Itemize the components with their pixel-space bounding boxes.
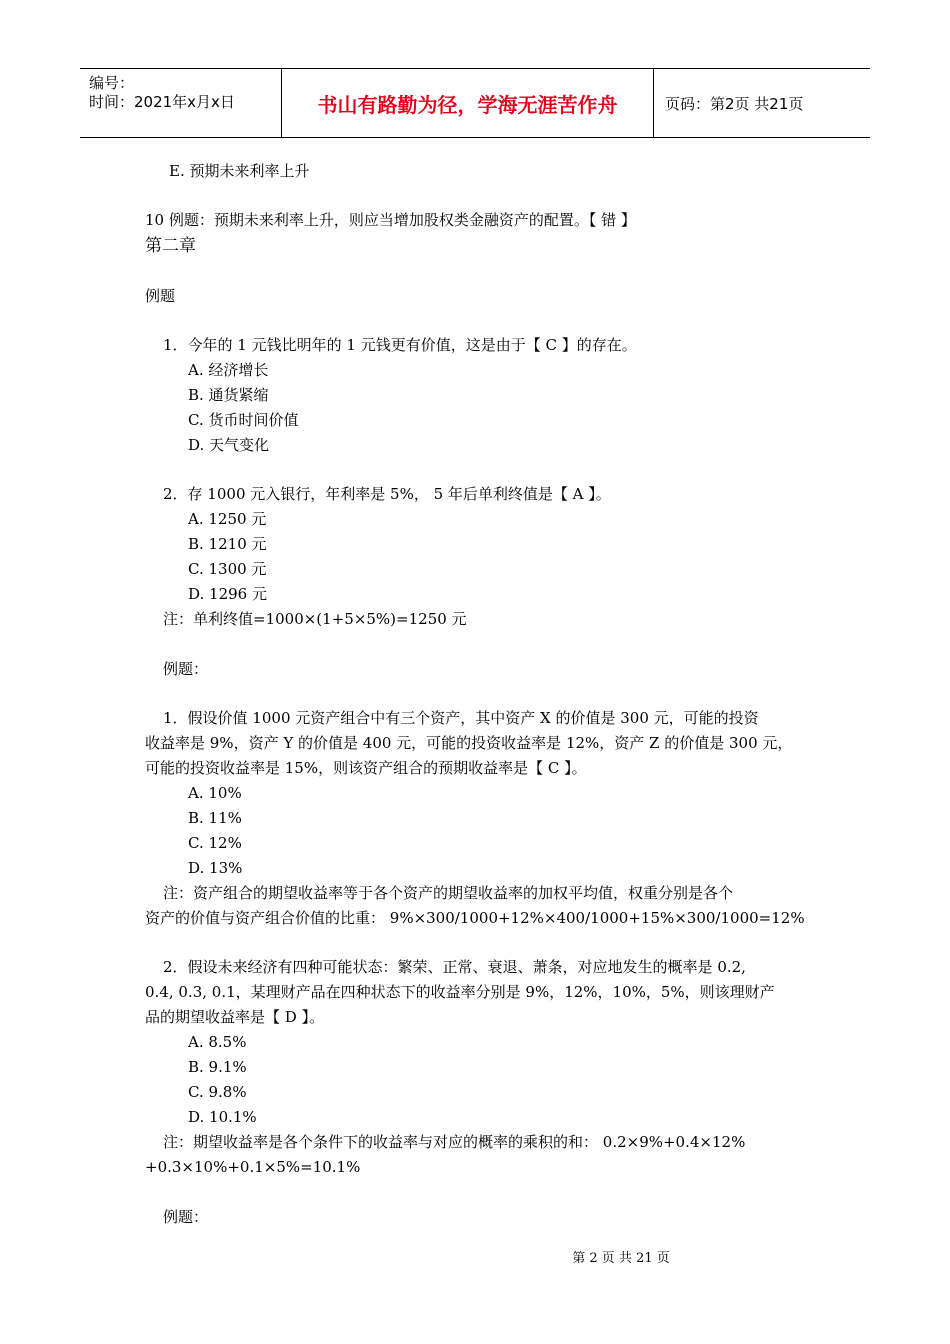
question-text: 0.4, 0.3, 0.1，某理财产品在四种状态下的收益率分别是 9%，12%，10%，5%，则该理财产 [145, 983, 775, 1001]
option-line: C. 9.8% [188, 1083, 247, 1101]
section-label: 例题： [163, 1208, 209, 1226]
option-line: B. 9.1% [188, 1058, 247, 1076]
question-text: 2．假设未来经济有四种可能状态：繁荣、正常、衰退、萧条，对应地发生的概率是 0.2, [163, 958, 746, 976]
header-meta [80, 69, 282, 137]
chapter-heading: 第二章 [145, 236, 196, 256]
question-text: 品的期望收益率是【 D 】。 [145, 1008, 325, 1026]
example-question: 10 例题：预期未来利率上升，则应当增加股权类金融资产的配置。【 错 】 [145, 211, 636, 229]
header-motto: 书山有路勤为径，学海无涯苦作舟 [282, 69, 654, 137]
option-line: A. 1250 元 [188, 510, 267, 528]
option-line: A. 10% [188, 784, 242, 802]
question-text: 收益率是 9%，资产 Y 的价值是 400 元，可能的投资收益率是 12%，资产 Z 的价值是 300 元， [145, 734, 793, 752]
header-page-info [654, 69, 870, 137]
option-line: C. 12% [188, 834, 242, 852]
option-line: C. 货币时间价值 [188, 411, 299, 429]
option-line: B. 11% [188, 809, 242, 827]
question-text: 1．今年的 1 元钱比明年的 1 元钱更有价值，这是由于【 C 】的存在。 [163, 336, 637, 354]
section-label: 例题 [145, 287, 176, 305]
option-line: D. 1296 元 [188, 585, 267, 603]
section-label: 例题： [163, 660, 209, 678]
note-text: 注：期望收益率是各个条件下的收益率与对应的概率的乘积的和： 0.2×9%+0.4×12% [163, 1133, 746, 1151]
option-line: E. 预期未来利率上升 [169, 162, 310, 180]
option-line: B. 1210 元 [188, 535, 267, 553]
option-line: A. 8.5% [188, 1033, 247, 1051]
option-line: B. 通货紧缩 [188, 386, 269, 404]
number-label: 编号： [89, 74, 135, 92]
note-text: 注：单利终值=1000×(1+5×5%)=1250 元 [163, 610, 467, 628]
question-text: 1．假设价值 1000 元资产组合中有三个资产，其中资产 X 的价值是 300 元，可能的投资 [163, 709, 759, 727]
option-line: D. 10.1% [188, 1108, 257, 1126]
option-line: A. 经济增长 [188, 361, 269, 379]
page-info-text: 页码：第2页 共21页 [665, 94, 804, 113]
option-line: D. 13% [188, 859, 243, 877]
question-text: 2．存 1000 元入银行，年利率是 5%， 5 年后单利终值是【 A 】。 [163, 485, 611, 503]
time-label: 时间：2021年x月x日 [89, 93, 235, 111]
page-footer [0, 1247, 950, 1266]
page-header [80, 68, 870, 138]
note-text: 注：资产组合的期望收益率等于各个资产的期望收益率的加权平均值，权重分别是各个 [163, 884, 734, 902]
option-line: D. 天气变化 [188, 436, 270, 454]
note-text: 资产的价值与资产组合价值的比重： 9%×300/1000+12%×400/1000+15%×300/1000=12% [145, 909, 805, 927]
option-line: C. 1300 元 [188, 560, 267, 578]
note-text: +0.3×10%+0.1×5%=10.1% [145, 1158, 361, 1176]
question-text: 可能的投资收益率是 15%，则该资产组合的预期收益率是【 C 】。 [145, 759, 587, 777]
footer-page-number: 第 2 页 共 21 页 [572, 1251, 670, 1266]
